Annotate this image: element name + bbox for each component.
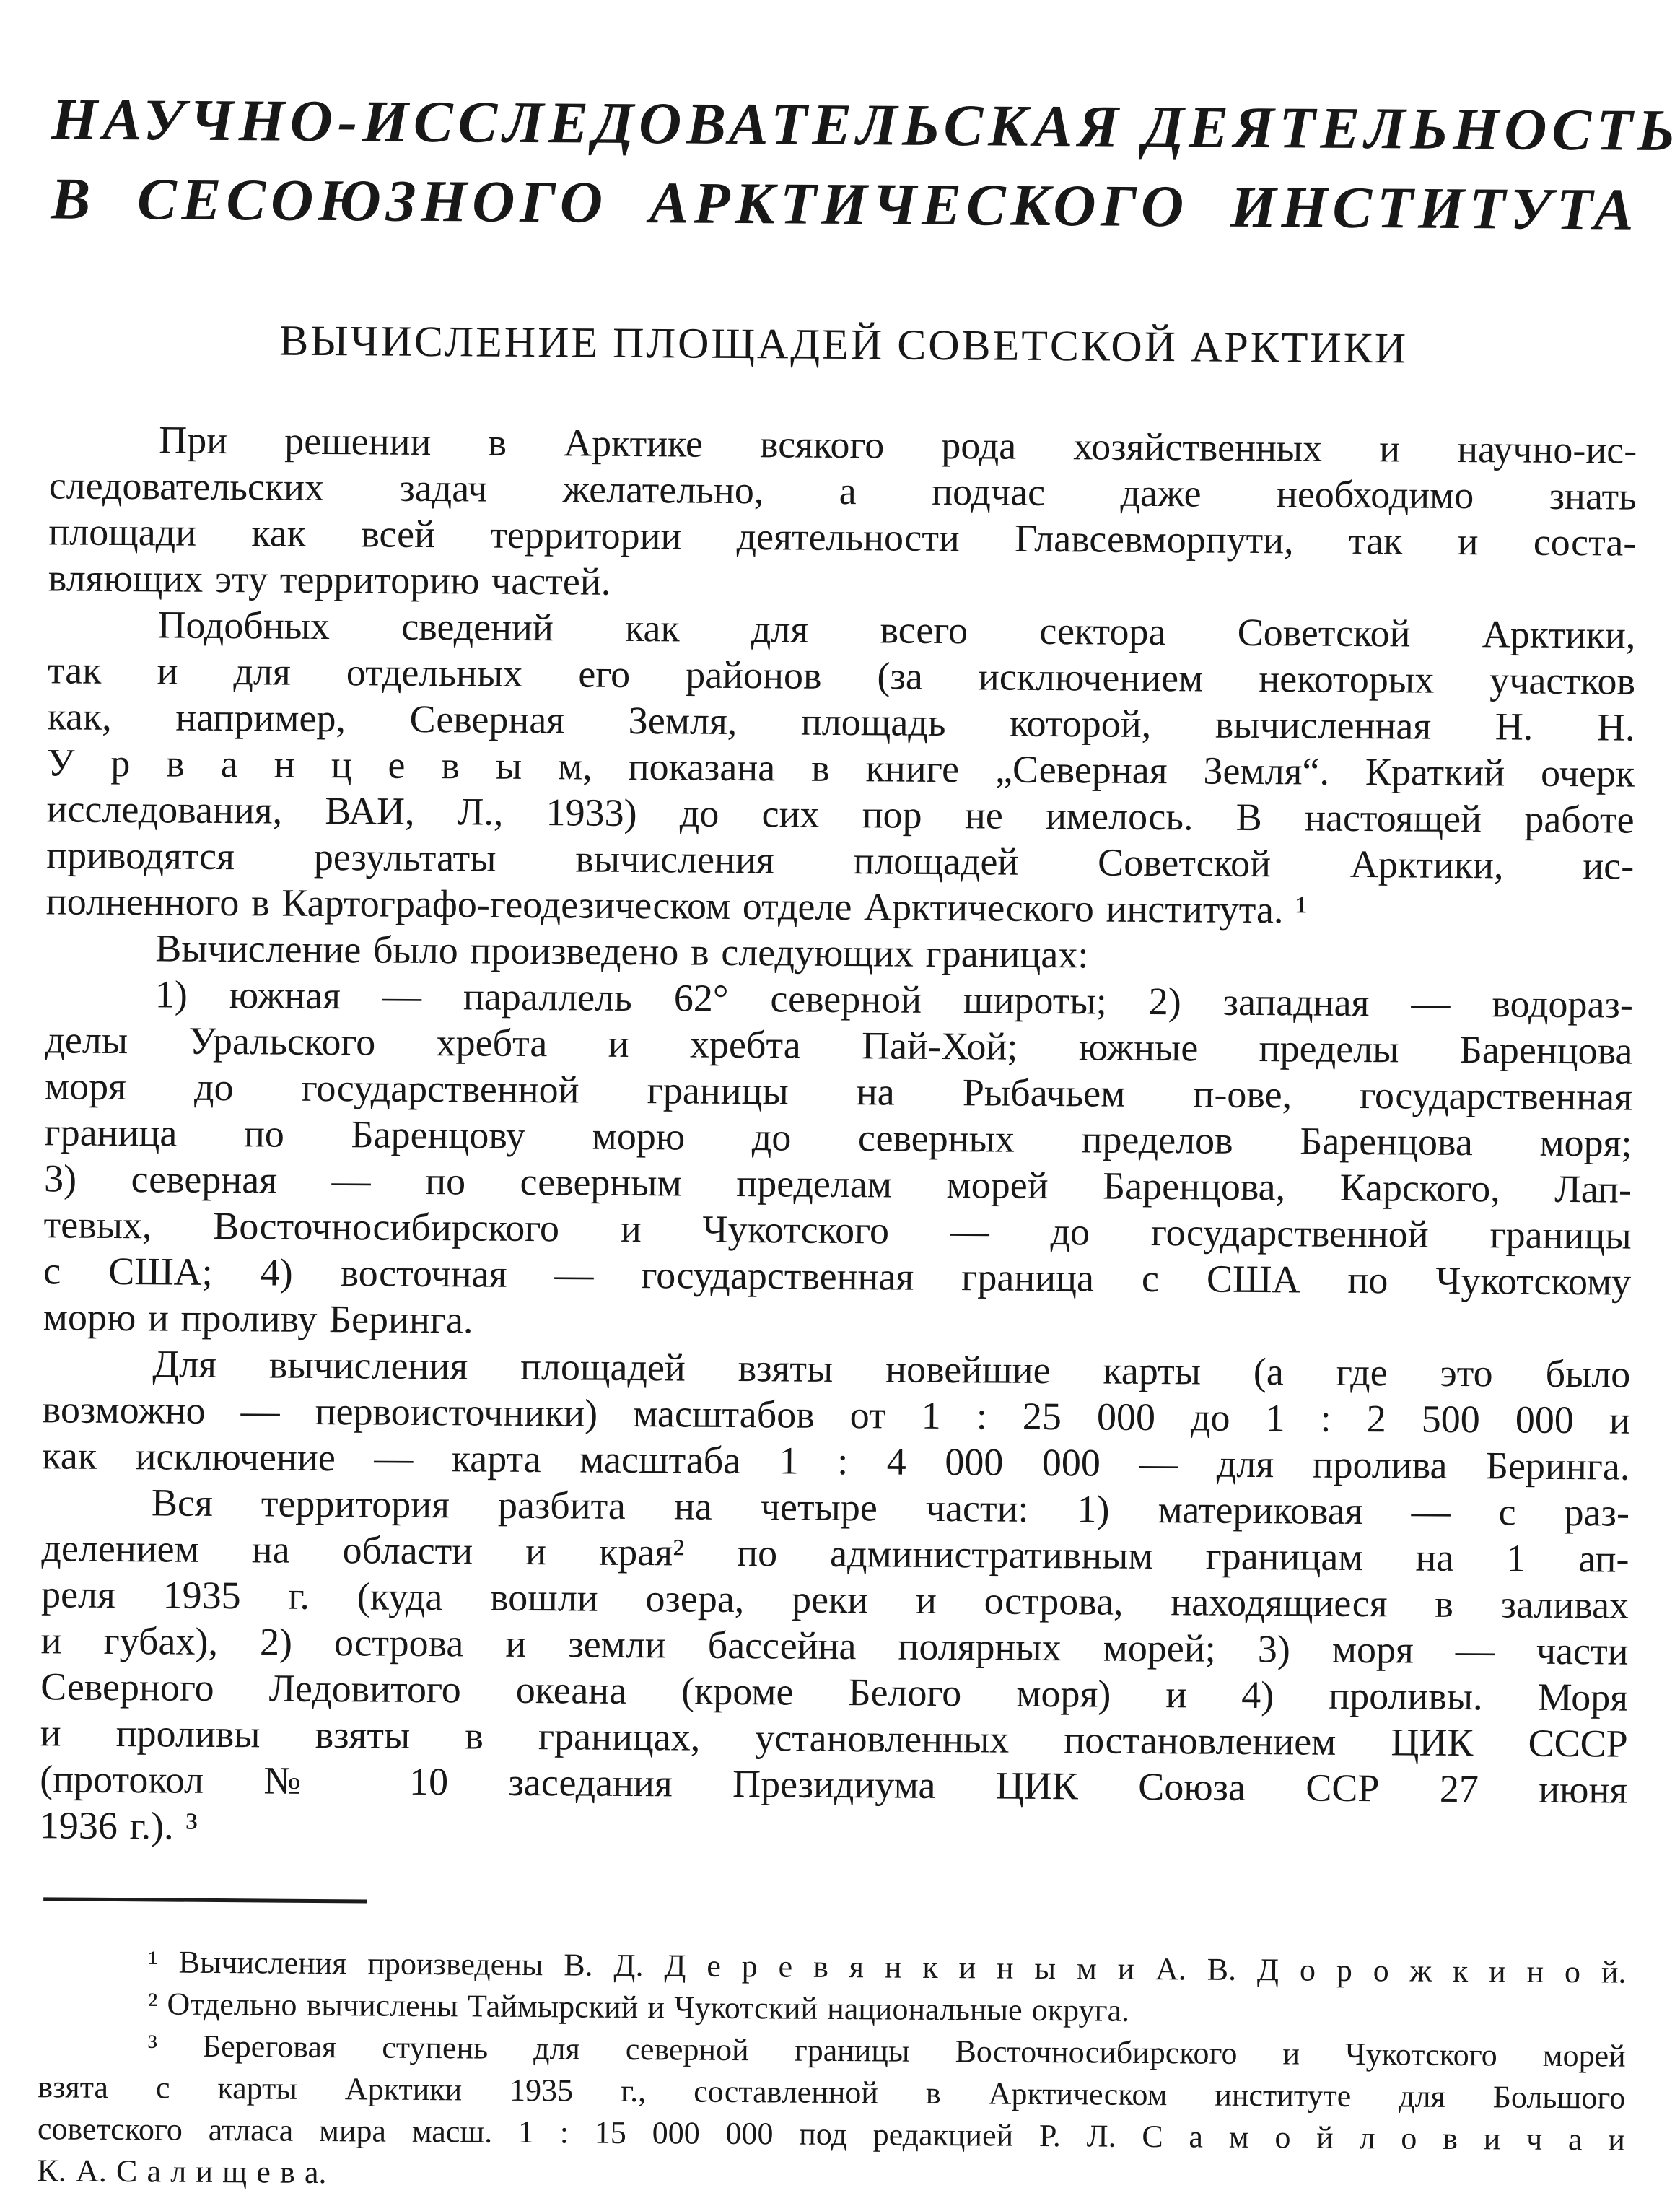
body-text-line: Вся территория разбита на четыре части: 1) материковая — с раз- — [151, 1481, 1630, 1535]
body-text-line: Для вычисления площадей взяты новейшие карты (а где это было — [152, 1342, 1631, 1396]
body-text-line: реля 1935 г. (куда вошли озера, реки и острова, находящиеся в заливах — [40, 1572, 1629, 1627]
body-text-line: приводятся результаты вычисления площадей Советской Арктики, ис- — [46, 833, 1635, 888]
body-text-line: возможно — первоисточники) масштабов от 1 : 25 000 до 1 : 2 500 000 и — [42, 1387, 1631, 1442]
article-title-line-1: НАУЧНО-ИССЛЕДОВАТЕЛЬСКАЯ ДЕЯТЕЛЬНОСТЬ — [51, 86, 1680, 164]
body-text-line: 1936 г.). ³ — [39, 1803, 198, 1848]
paragraph — [48, 416, 1637, 611]
body-text-line: моря до государственной границы на Рыбачьем п-ове, государственная — [44, 1064, 1633, 1119]
body-text-line: и губах), 2) острова и земли бассейна полярных морей; 3) моря — части — [40, 1618, 1629, 1673]
footnote-line: советского атласа мира масш. 1 : 15 000 000 под редакцией Р. Л. С а м о й л о в и ч а и — [37, 2111, 1626, 2158]
body-text-line: граница по Баренцову морю до северных пределов Баренцова моря; — [44, 1110, 1632, 1165]
footnote-line: ¹ Вычисления произведены В. Д. Д е р е в я н к и н ы м и А. В. Д о р о ж к и н о й. — [148, 1944, 1627, 1990]
body-text-line: тевых, Восточносибирского и Чукотского — до государственной границы — [43, 1203, 1632, 1257]
body-text-line: 1) южная — параллель 62° северной широты; 2) западная — водораз- — [154, 972, 1634, 1026]
article-title-line-2: В СЕСОЮЗНОГО АРКТИЧЕСКОГО ИНСТИТУТА — [51, 165, 1639, 243]
article-body — [40, 416, 1637, 1859]
body-text-line: 3) северная — по северным пределам морей Баренцова, Карского, Лап- — [43, 1156, 1632, 1211]
paragraph — [42, 1340, 1630, 1489]
body-text-line: У р в а н ц е в ы м, показана в книге „Северная Земля“. Краткий очерк — [46, 741, 1635, 795]
body-text-line: При решении в Арктике всякого рода хозяйственных и научно-ис- — [159, 418, 1637, 472]
footnote-separator — [43, 1897, 367, 1903]
footnote-line: ³ Береговая ступень для северной границы Восточносибирского и Чукотского морей — [147, 2028, 1626, 2074]
body-text-line: и проливы взяты в границах, установленных постановлением ЦИК СССР — [40, 1711, 1628, 1766]
body-text-line: как, например, Северная Земля, площадь которой, вычисленная Н. Н. — [47, 694, 1635, 749]
body-text-line: Северного Ледовитого океана (кроме Белого моря) и 4) проливы. Моря — [40, 1665, 1629, 1719]
paragraph — [40, 1478, 1630, 1859]
body-text-line: вляющих эту территорию частей. — [48, 556, 611, 603]
footnotes — [37, 1940, 1626, 2202]
body-text-line: следовательских задач желательно, а подчас даже необходимо знать — [48, 463, 1637, 518]
body-text-line: исследования, ВАИ, Л., 1933) до сих пор не имелось. В настоящей работе — [46, 787, 1635, 842]
body-text-line: Вычисление было произведено в следующих границах: — [155, 926, 1089, 977]
body-text-line: морю и проливу Беринга. — [43, 1295, 473, 1342]
section-heading: ВЫЧИСЛЕНИЕ ПЛОЩАДЕЙ СОВЕТСКОЙ АРКТИКИ — [279, 316, 1409, 372]
body-text-line: площади как всей территории деятельности Главсевморпути, так и соста- — [48, 510, 1637, 564]
paragraph — [43, 970, 1634, 1351]
body-text-line: делы Уральского хребта и хребта Пай-Хой; южные пределы Баренцова — [45, 1018, 1633, 1073]
body-text-line: делением на области и края² по административным границам на 1 ап- — [41, 1526, 1629, 1581]
paragraph — [46, 601, 1636, 935]
footnote-line: К. А. С а л и щ е в а. — [37, 2153, 327, 2191]
article-title — [51, 79, 1680, 249]
body-text-line: с США; 4) восточная — государственная граница с США по Чукотскому — [43, 1249, 1632, 1304]
footnote-line: взята с карты Арктики 1935 г., составленной в Арктическом институте для Большого — [38, 2069, 1626, 2116]
footnote-line: ² Отдельно вычислены Таймырский и Чукотский национальные округа. — [147, 1986, 1130, 2028]
body-text-line: (протокол № 10 заседания Президиума ЦИК Союза ССР 27 июня — [40, 1757, 1628, 1812]
body-text-line: Подобных сведений как для всего сектора Советской Арктики, — [157, 603, 1636, 657]
body-text-line: полненного в Картографо-геодезическом отделе Арктического института. ¹ — [45, 879, 1308, 932]
body-text-line: как исключение — карта масштаба 1 : 4 000 000 — для пролива Беринга. — [42, 1434, 1630, 1488]
body-text-line: так и для отдельных его районов (за исключением некоторых участков — [47, 648, 1636, 703]
